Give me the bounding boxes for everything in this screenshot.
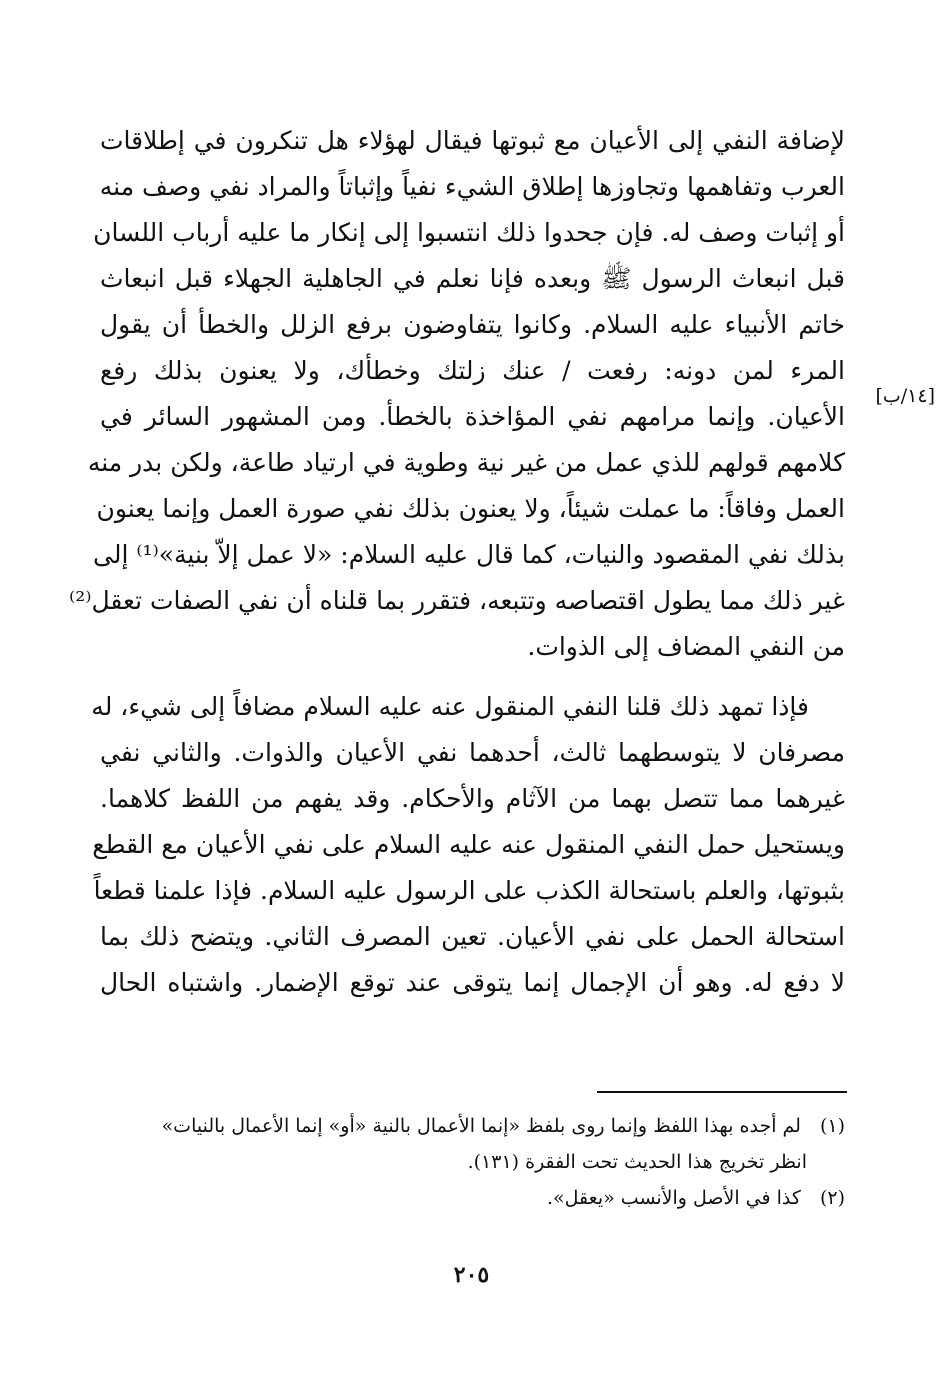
text-line: بذلك نفي المقصود والنيات، كما قال عليه السلام: «لا عمل إلاّ بنية»⁽¹⁾ إلى bbox=[93, 540, 845, 569]
page-number: ٢٠٥ bbox=[453, 1262, 490, 1288]
text-line: كلامهم قولهم للذي عمل من غير نية وطوية في ارتياد طاعة، ولكن بدر منه bbox=[87, 448, 845, 477]
text-line: قبل انبعاث الرسول ﷺ وبعده فإنا نعلم في الجاهلية الجهلاء قبل انبعاث bbox=[100, 264, 845, 293]
text-line: خاتم الأنبياء عليه السلام. وكانوا يتفاوضون برفع الزلل والخطأ أن يقول bbox=[100, 310, 845, 339]
footnote-number: (١) bbox=[819, 1115, 845, 1137]
text-line: فإذا تمهد ذلك قلنا النفي المنقول عنه عليه السلام مضافاً إلى شيء، له bbox=[91, 692, 809, 721]
text-line: لإضافة النفي إلى الأعيان مع ثبوتها فيقال لهؤلاء هل تنكرون في إطلاقات bbox=[100, 126, 845, 155]
text-line: غيرهما مما تتصل بهما من الآثام والأحكام. وقد يفهم من اللفظ كلاهما. bbox=[100, 784, 845, 813]
paragraph-1 bbox=[69, 118, 845, 670]
footnotes bbox=[100, 1108, 845, 1216]
manuscript-folio-note: [١٤/ب] bbox=[875, 385, 935, 407]
text-line: استحالة الحمل على نفي الأعيان. تعين المصرف الثاني. ويتضح ذلك بما bbox=[100, 922, 845, 951]
text-line: العرب وتفاهمها وتجاوزها إطلاق الشيء نفياً وإثباتاً والمراد نفي وصف منه bbox=[99, 172, 845, 201]
text-line: مصرفان لا يتوسطهما ثالث، أحدهما نفي الأعيان والذوات. والثاني نفي bbox=[100, 738, 845, 767]
text-line: من النفي المضاف إلى الذوات. bbox=[527, 632, 845, 661]
text-line: بثبوتها، والعلم باستحالة الكذب على الرسول عليه السلام. فإذا علمنا قطعاً bbox=[93, 876, 845, 905]
footnote-number: (٢) bbox=[819, 1187, 845, 1209]
footnote-1 bbox=[100, 1108, 845, 1144]
footnote-divider bbox=[597, 1091, 847, 1093]
text-line: المرء لمن دونه: رفعت / عنك زلتك وخطأك، ولا يعنون بذلك رفع bbox=[100, 356, 845, 385]
text-line: العمل وفاقاً: ما عملت شيئاً، ولا يعنون بذلك نفي صورة العمل وإنما يعنون bbox=[96, 494, 845, 523]
footnote-2 bbox=[100, 1180, 845, 1216]
text-line: غير ذلك مما يطول اقتصاصه وتتبعه، فتقرر بما قلناه أن نفي الصفات تعقل⁽²⁾ bbox=[69, 586, 845, 615]
main-text bbox=[69, 118, 845, 1006]
text-line: الأعيان. وإنما مرامهم نفي المؤاخذة بالخطأ. ومن المشهور السائر في bbox=[100, 402, 845, 431]
footnote-1-continuation: انظر تخريج هذا الحديث تحت الفقرة (١٣١). bbox=[467, 1151, 807, 1173]
paragraph-gap bbox=[100, 670, 845, 684]
text-line: ويستحيل حمل النفي المنقول عنه عليه السلام على نفي الأعيان مع القطع bbox=[92, 830, 845, 859]
paragraph-2 bbox=[91, 684, 845, 1006]
footnote-text: لم أجده بهذا اللفظ وإنما روى بلفظ «إنما الأعمال بالنية «أو» إنما الأعمال بالنيات» bbox=[161, 1115, 801, 1137]
text-line: أو إثبات وصف له. فإن جحدوا ذلك انتسبوا إلى إنكار ما عليه أرباب اللسان bbox=[93, 218, 845, 247]
text-line: لا دفع له. وهو أن الإجمال إنما يتوقى عند توقع الإضمار. واشتباه الحال bbox=[100, 968, 845, 997]
footnote-text: كذا في الأصل والأنسب «يعقل». bbox=[547, 1187, 801, 1209]
